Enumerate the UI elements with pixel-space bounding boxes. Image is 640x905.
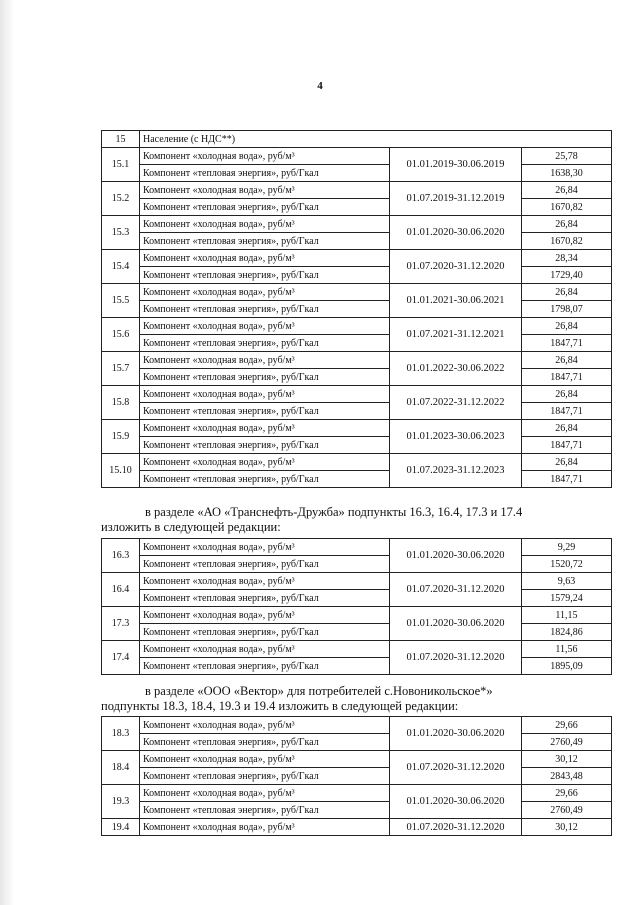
tariff-value: 26,84 [522, 386, 612, 403]
table-row [102, 165, 612, 182]
component-label: Компонент «тепловая энергия», руб/Гкал [140, 165, 390, 182]
paragraph-line: в разделе «АО «Транснефть-Дружба» подпункты 16.3, 16.4, 17.3 и 17.4 [145, 505, 523, 519]
period-cell: 01.07.2020-31.12.2020 [390, 250, 522, 284]
tariff-value: 29,66 [522, 785, 612, 802]
tariff-value: 1895,09 [522, 658, 612, 675]
period-cell: 01.01.2020-30.06.2020 [390, 785, 522, 819]
item-number: 17.3 [102, 607, 140, 641]
period-cell: 01.07.2020-31.12.2020 [390, 573, 522, 607]
table-row [102, 284, 612, 301]
table-row [102, 590, 612, 607]
item-number: 16.3 [102, 539, 140, 573]
table-row [102, 607, 612, 624]
item-number: 15.1 [102, 148, 140, 182]
tariff-value: 1847,71 [522, 369, 612, 386]
component-label: Компонент «холодная вода», руб/м³ [140, 148, 390, 165]
component-label: Компонент «тепловая энергия», руб/Гкал [140, 335, 390, 352]
table-row [102, 216, 612, 233]
component-label: Компонент «тепловая энергия», руб/Гкал [140, 267, 390, 284]
table-header-row [102, 131, 612, 148]
table-row [102, 819, 612, 836]
tariff-value: 2760,49 [522, 734, 612, 751]
page-number: 4 [317, 80, 323, 92]
tariff-value: 30,12 [522, 751, 612, 768]
component-label: Компонент «тепловая энергия», руб/Гкал [140, 403, 390, 420]
paragraph-transneft [101, 505, 611, 535]
tariff-value: 1847,71 [522, 335, 612, 352]
table-row [102, 437, 612, 454]
period-cell: 01.01.2020-30.06.2020 [390, 216, 522, 250]
item-number: 15.2 [102, 182, 140, 216]
tariff-value: 2843,48 [522, 768, 612, 785]
table-row [102, 148, 612, 165]
tariff-table-population [101, 130, 612, 488]
section-title: Население (с НДС**) [140, 131, 612, 148]
item-number: 19.3 [102, 785, 140, 819]
tariff-value: 30,12 [522, 819, 612, 836]
component-label: Компонент «холодная вода», руб/м³ [140, 386, 390, 403]
tariff-table-transneft [101, 538, 612, 675]
item-number: 19.4 [102, 819, 140, 836]
tariff-value: 1847,71 [522, 471, 612, 488]
component-label: Компонент «тепловая энергия», руб/Гкал [140, 199, 390, 216]
component-label: Компонент «холодная вода», руб/м³ [140, 250, 390, 267]
tariff-value: 11,56 [522, 641, 612, 658]
tariff-value: 26,84 [522, 182, 612, 199]
table-row [102, 539, 612, 556]
table-row [102, 751, 612, 768]
table-row [102, 471, 612, 488]
component-label: Компонент «холодная вода», руб/м³ [140, 785, 390, 802]
table-row [102, 250, 612, 267]
period-cell: 01.01.2022-30.06.2022 [390, 352, 522, 386]
table-row [102, 658, 612, 675]
table-row [102, 734, 612, 751]
item-number: 15.5 [102, 284, 140, 318]
component-label: Компонент «холодная вода», руб/м³ [140, 641, 390, 658]
table-row [102, 768, 612, 785]
tariff-value: 25,78 [522, 148, 612, 165]
period-cell: 01.01.2020-30.06.2020 [390, 717, 522, 751]
tariff-value: 29,66 [522, 717, 612, 734]
period-cell: 01.01.2021-30.06.2021 [390, 284, 522, 318]
component-label: Компонент «тепловая энергия», руб/Гкал [140, 437, 390, 454]
item-number: 15.6 [102, 318, 140, 352]
scan-edge [0, 0, 14, 905]
tariff-value: 1670,82 [522, 199, 612, 216]
tariff-value: 26,84 [522, 352, 612, 369]
tariff-value: 1847,71 [522, 403, 612, 420]
paragraph-vector [101, 684, 611, 714]
period-cell: 01.07.2023-31.12.2023 [390, 454, 522, 488]
component-label: Компонент «тепловая энергия», руб/Гкал [140, 802, 390, 819]
item-number: 15.8 [102, 386, 140, 420]
period-cell: 01.07.2021-31.12.2021 [390, 318, 522, 352]
item-number: 16.4 [102, 573, 140, 607]
component-label: Компонент «тепловая энергия», руб/Гкал [140, 301, 390, 318]
component-label: Компонент «тепловая энергия», руб/Гкал [140, 556, 390, 573]
period-cell: 01.07.2020-31.12.2020 [390, 819, 522, 836]
component-label: Компонент «тепловая энергия», руб/Гкал [140, 624, 390, 641]
item-number: 15.4 [102, 250, 140, 284]
table-row [102, 335, 612, 352]
component-label: Компонент «холодная вода», руб/м³ [140, 819, 390, 836]
component-label: Компонент «холодная вода», руб/м³ [140, 454, 390, 471]
component-label: Компонент «тепловая энергия», руб/Гкал [140, 734, 390, 751]
component-label: Компонент «холодная вода», руб/м³ [140, 318, 390, 335]
item-number: 18.4 [102, 751, 140, 785]
table-row [102, 182, 612, 199]
period-cell: 01.07.2019-31.12.2019 [390, 182, 522, 216]
component-label: Компонент «тепловая энергия», руб/Гкал [140, 768, 390, 785]
table-row [102, 785, 612, 802]
component-label: Компонент «тепловая энергия», руб/Гкал [140, 590, 390, 607]
table-row [102, 624, 612, 641]
tariff-value: 1579,24 [522, 590, 612, 607]
table-row [102, 267, 612, 284]
period-cell: 01.07.2022-31.12.2022 [390, 386, 522, 420]
component-label: Компонент «тепловая энергия», руб/Гкал [140, 369, 390, 386]
component-label: Компонент «холодная вода», руб/м³ [140, 216, 390, 233]
tariff-value: 9,63 [522, 573, 612, 590]
period-cell: 01.01.2019-30.06.2019 [390, 148, 522, 182]
item-number: 15.10 [102, 454, 140, 488]
table-row [102, 403, 612, 420]
component-label: Компонент «холодная вода», руб/м³ [140, 539, 390, 556]
section-number: 15 [102, 131, 140, 148]
period-cell: 01.01.2020-30.06.2020 [390, 539, 522, 573]
component-label: Компонент «холодная вода», руб/м³ [140, 607, 390, 624]
item-number: 18.3 [102, 717, 140, 751]
table-row [102, 301, 612, 318]
table-row [102, 233, 612, 250]
table-row [102, 420, 612, 437]
period-cell: 01.07.2020-31.12.2020 [390, 641, 522, 675]
component-label: Компонент «тепловая энергия», руб/Гкал [140, 658, 390, 675]
component-label: Компонент «холодная вода», руб/м³ [140, 420, 390, 437]
tariff-value: 28,34 [522, 250, 612, 267]
component-label: Компонент «холодная вода», руб/м³ [140, 352, 390, 369]
item-number: 15.3 [102, 216, 140, 250]
paragraph-line: изложить в следующей редакции: [101, 520, 281, 534]
tariff-value: 1847,71 [522, 437, 612, 454]
tariff-value: 26,84 [522, 216, 612, 233]
tariff-value: 11,15 [522, 607, 612, 624]
tariff-value: 1798,07 [522, 301, 612, 318]
item-number: 15.7 [102, 352, 140, 386]
tariff-value: 26,84 [522, 284, 612, 301]
table-row [102, 199, 612, 216]
period-cell: 01.01.2020-30.06.2020 [390, 607, 522, 641]
tariff-value: 1729,40 [522, 267, 612, 284]
tariff-value: 1638,30 [522, 165, 612, 182]
table-row [102, 717, 612, 734]
table-row [102, 386, 612, 403]
tariff-value: 26,84 [522, 454, 612, 471]
table-row [102, 318, 612, 335]
tariff-value: 1520,72 [522, 556, 612, 573]
component-label: Компонент «холодная вода», руб/м³ [140, 182, 390, 199]
paragraph-line: в разделе «ООО «Вектор» для потребителей с.Новоникольское*» [145, 684, 493, 698]
period-cell: 01.01.2023-30.06.2023 [390, 420, 522, 454]
tariff-value: 2760,49 [522, 802, 612, 819]
component-label: Компонент «тепловая энергия», руб/Гкал [140, 233, 390, 250]
tariff-table-vector [101, 716, 612, 836]
period-cell: 01.07.2020-31.12.2020 [390, 751, 522, 785]
tariff-value: 1824,86 [522, 624, 612, 641]
table-row [102, 454, 612, 471]
component-label: Компонент «холодная вода», руб/м³ [140, 573, 390, 590]
item-number: 17.4 [102, 641, 140, 675]
component-label: Компонент «холодная вода», руб/м³ [140, 717, 390, 734]
tariff-value: 26,84 [522, 420, 612, 437]
table-row [102, 352, 612, 369]
component-label: Компонент «холодная вода», руб/м³ [140, 284, 390, 301]
paragraph-line: подпункты 18.3, 18.4, 19.3 и 19.4 изложить в следующей редакции: [101, 699, 459, 713]
table-row [102, 802, 612, 819]
table-row [102, 573, 612, 590]
tariff-value: 26,84 [522, 318, 612, 335]
table-row [102, 641, 612, 658]
table-row [102, 556, 612, 573]
tariff-value: 9,29 [522, 539, 612, 556]
item-number: 15.9 [102, 420, 140, 454]
tariff-value: 1670,82 [522, 233, 612, 250]
table-row [102, 369, 612, 386]
component-label: Компонент «холодная вода», руб/м³ [140, 751, 390, 768]
component-label: Компонент «тепловая энергия», руб/Гкал [140, 471, 390, 488]
